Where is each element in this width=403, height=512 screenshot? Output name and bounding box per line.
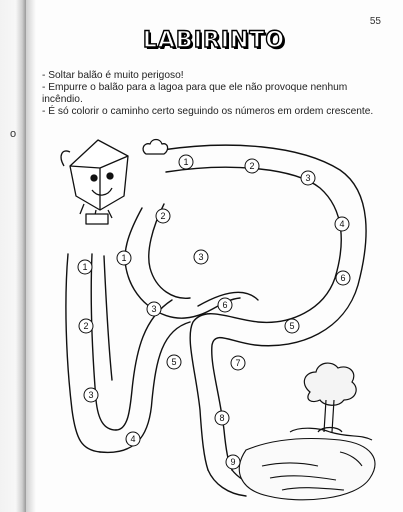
svg-text:1: 1	[183, 157, 189, 167]
maze-circle	[167, 355, 181, 369]
maze-circle	[218, 298, 232, 312]
instruction-line: - É só colorir o caminho certo seguindo os números em ordem crescente.	[42, 106, 374, 117]
maze-circle	[215, 411, 229, 425]
svg-text:6: 6	[340, 273, 346, 283]
maze-circle	[194, 250, 208, 264]
svg-text:1: 1	[82, 262, 88, 272]
maze-circle	[231, 356, 245, 370]
maze-circle	[335, 217, 349, 231]
svg-text:3: 3	[151, 304, 157, 314]
maze-circle	[245, 159, 259, 173]
instruction-line: - Empurre o balão para a lagoa para que ele não provoque nenhum incêndio.	[42, 82, 348, 105]
maze-circle	[126, 432, 140, 446]
svg-text:1: 1	[121, 253, 127, 263]
svg-text:3: 3	[198, 252, 204, 262]
instruction-line: - Soltar balão é muito perigoso!	[42, 70, 184, 81]
balloon-illustration	[61, 140, 168, 225]
svg-text:2: 2	[83, 321, 89, 331]
svg-text:4: 4	[339, 219, 345, 229]
svg-text:5: 5	[289, 321, 295, 331]
svg-text:9: 9	[230, 457, 236, 467]
svg-text:7: 7	[235, 358, 241, 368]
maze-circle	[78, 260, 92, 274]
maze-circle	[285, 319, 299, 333]
lake-illustration	[239, 438, 375, 499]
tree-illustration	[290, 363, 372, 440]
maze-circle	[84, 388, 98, 402]
page-number: 55	[369, 16, 381, 27]
svg-text:2: 2	[160, 211, 166, 221]
svg-text:5: 5	[171, 357, 177, 367]
svg-text:3: 3	[88, 390, 94, 400]
maze-circle	[179, 155, 193, 169]
svg-text:3: 3	[305, 173, 311, 183]
maze-circle	[336, 271, 350, 285]
maze-circle	[147, 302, 161, 316]
page-title-text: LABIRINTO	[142, 28, 286, 53]
previous-page-fragment: o	[10, 128, 17, 140]
maze-circle	[301, 171, 315, 185]
maze-circle	[79, 319, 93, 333]
maze-circle	[156, 209, 170, 223]
maze-circle	[226, 455, 240, 469]
svg-text:6: 6	[222, 300, 228, 310]
maze-circle	[117, 251, 131, 265]
svg-text:8: 8	[219, 413, 225, 423]
svg-text:4: 4	[130, 434, 136, 444]
svg-text:2: 2	[249, 161, 255, 171]
